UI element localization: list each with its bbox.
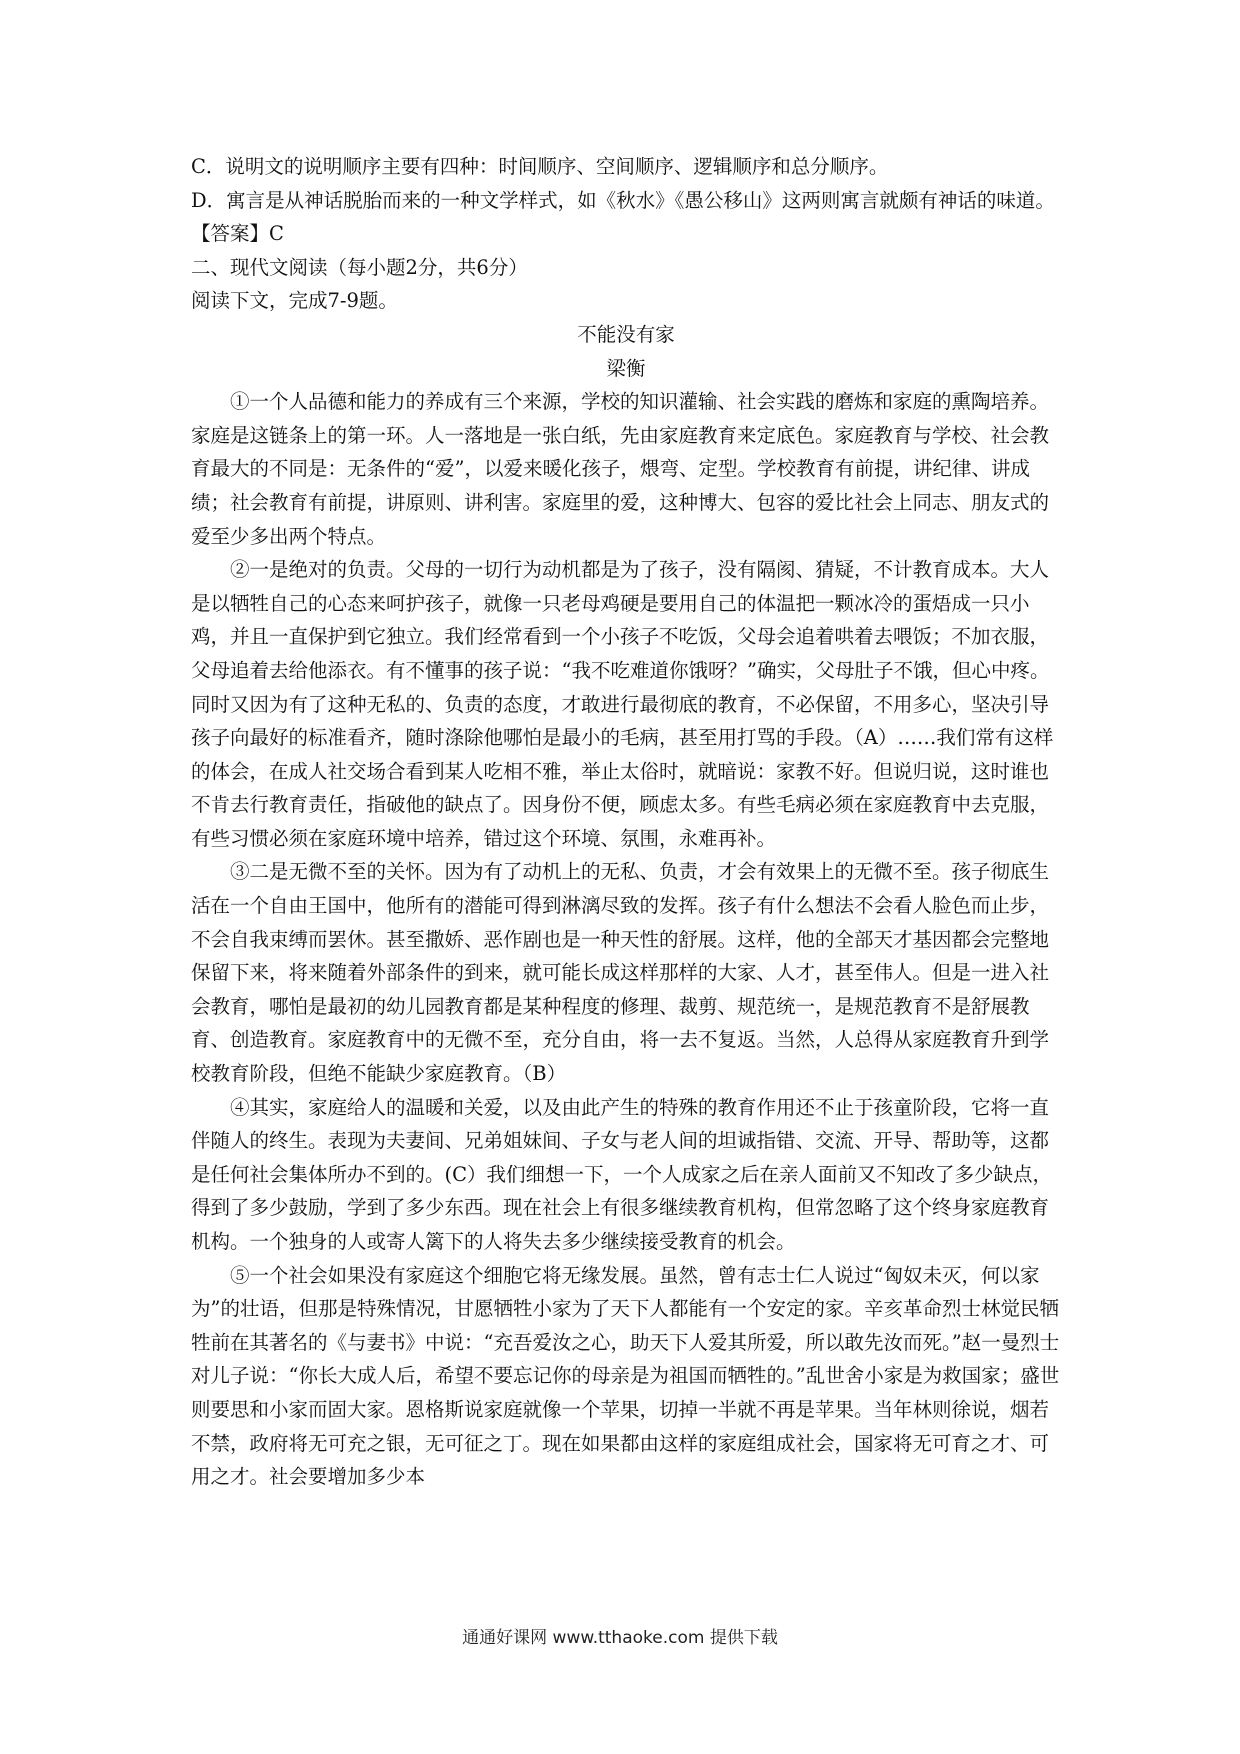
article-title: 不能没有家 (577, 322, 675, 346)
article-paragraph-3: ③二是无微不至的关怀。因为有了动机上的无私、负责，才会有效果上的无微不至。孩子彻底生活在一个自由王国中，他所有的潜能可得到淋漓尽致的发挥。孩子有什么想法不会看人脸色而止步，不会自我束缚而罢休。甚至撒娇、恶作剧也是一种天性的舒展。这样，他的全部天才基因都会完整地保留下来，将来随着外部条件的到来，就可能长成这样那样的大家、人才，甚至伟人。但是一进入社会教育，哪怕是最初的幼儿园教育都是某种程度的修理、裁剪、规范统一，是规范教育不是舒展教育、创造教育。家庭教育中的无微不至，充分自由，将一去不复返。当然，人总得从家庭教育升到学校教育阶段，但绝不能缺少家庭教育。（B） (191, 860, 1050, 1086)
document-body (191, 150, 1061, 1494)
answer-line: 【答案】C (191, 222, 284, 246)
section-instruction: 阅读下文，完成7-9题。 (191, 289, 398, 313)
article-paragraph-5: ⑤一个社会如果没有家庭这个细胞它将无缘发展。虽然，曾有志士仁人说过“匈奴未灭，何以家为”的壮语，但那是特殊情况，甘愿牺牲小家为了天下人都能有一个安定的家。辛亥革命烈士林觉民牺牲前在其著名的《与妻书》中说：“充吾爱汝之心，助天下人爱其所爱，所以敢先汝而死。”赵一曼烈士对儿子说：“你长大成人后，希望不要忘记你的母亲是为祖国而牺牲的。”乱世舍小家是为救国家；盛世则要思和小家而固大家。恩格斯说家庭就像一个苹果，切掉一半就不再是苹果。当年林则徐说，烟若不禁，政府将无可充之银，无可征之丁。现在如果都由这样的家庭组成社会，国家将无可育之才、可用之才。社会要增加多少本 (191, 1263, 1060, 1489)
article-author: 梁衡 (606, 356, 646, 380)
article-paragraph-4: ④其实，家庭给人的温暖和关爱，以及由此产生的特殊的教育作用还不止于孩童阶段，它将一直伴随人的终生。表现为夫妻间、兄弟姐妹间、子女与老人间的坦诚指错、交流、开导、帮助等，这都是任何社会集体所办不到的。(C）我们细想一下，一个人成家之后在亲人面前又不知改了多少缺点，得到了多少鼓励，学到了多少东西。现在社会上有很多继续教育机构，但常忽略了这个终身家庭教育机构。一个独身的人或寄人篱下的人将失去多少继续接受教育的机会。 (191, 1095, 1053, 1253)
section-heading: 二、现代文阅读（每小题2分，共6分） (191, 255, 528, 279)
option-d: D．寓言是从神话脱胎而来的一种文学样式，如《秋水》《愚公移山》这两则寓言就颇有神话的味道。 (191, 188, 1055, 212)
article-paragraph-1: ①一个人品德和能力的养成有三个来源，学校的知识灌输、社会实践的磨炼和家庭的熏陶培养。家庭是这链条上的第一环。人一落地是一张白纸，先由家庭教育来定底色。家庭教育与学校、社会教育最大的不同是：无条件的“爱”，以爱来暖化孩子，煨弯、定型。学校教育有前提，讲纪律、讲成绩；社会教育有前提，讲原则、讲利害。家庭里的爱，这种博大、包容的爱比社会上同志、朋友式的爱至少多出两个特点。 (191, 390, 1050, 548)
page-footer: 通通好课网 www.tthaoke.com 提供下载 (462, 1628, 778, 1648)
article-paragraph-2: ②一是绝对的负责。父母的一切行为动机都是为了孩子，没有隔阂、猜疑，不计教育成本。大人是以牺牲自己的心态来呵护孩子，就像一只老母鸡硬是要用自己的体温把一颗冰冷的蛋焐成一只小鸡，并且一直保护到它独立。我们经常看到一个小孩子不吃饭，父母会追着哄着去喂饭；不加衣服，父母追着去给他添衣。有不懂事的孩子说：“我不吃难道你饿呀？”确实，父母肚子不饿，但心中疼。同时又因为有了这种无私的、负责的态度，才敢进行最彻底的教育，不必保留，不用多心，坚决引导孩子向最好的标准看齐，随时涤除他哪怕是最小的毛病，甚至用打骂的手段。（A）……我们常有这样的体会，在成人社交场合看到某人吃相不雅，举止太俗时，就暗说：家教不好。但说归说，这时谁也不肯去行教育责任，指破他的缺点了。因身份不便，顾虑太多。有些毛病必须在家庭教育中去克服，有些习惯必须在家庭环境中培养，错过这个环境、氛围，永难再补。 (191, 558, 1054, 850)
option-c: C．说明文的说明顺序主要有四种：时间顺序、空间顺序、逻辑顺序和总分顺序。 (191, 155, 889, 178)
